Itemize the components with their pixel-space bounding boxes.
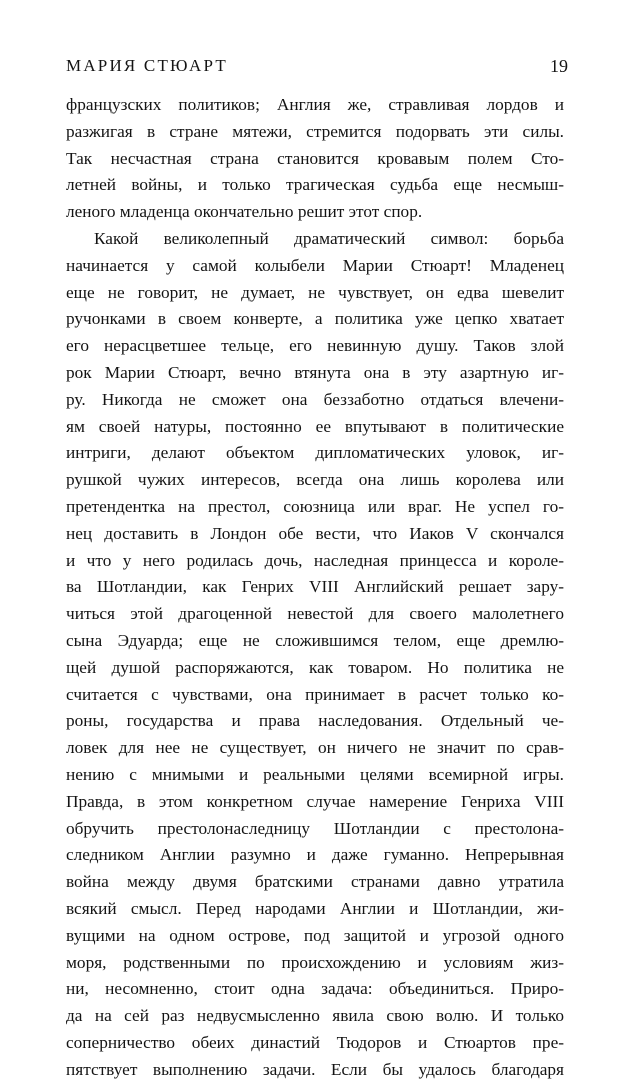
text-line: ям своей натуры, постоянно ее впутывают в политические bbox=[66, 416, 564, 436]
running-head bbox=[66, 54, 568, 78]
text-line: моря, родственными по происхождению и условиям жиз- bbox=[66, 952, 564, 972]
text-line: нец доставить в Лондон обе вести, что Иаков V скончался bbox=[66, 523, 564, 543]
text-line: щей душой распоряжаются, как товаром. Но политика не bbox=[66, 657, 564, 677]
text-line: всякий смысл. Перед народами Англии и Шотландии, жи- bbox=[66, 898, 564, 918]
text-line: его нерасцветшее тельце, его невинную душу. Таков злой bbox=[66, 336, 564, 356]
text-line: начинается у самой колыбели Марии Стюарт! Младенец bbox=[66, 255, 564, 275]
text-line: Так несчастная страна становится кровавым полем Сто- bbox=[66, 148, 564, 168]
text-line: нению с мнимыми и реальными целями всемирной игры. bbox=[66, 764, 564, 784]
text-line: французских политиков; Англия же, стравливая лордов и bbox=[66, 95, 564, 114]
text-line: разжигая в стране мятежи, стремится подорвать эти силы. bbox=[66, 121, 564, 141]
body-text bbox=[66, 92, 564, 1083]
text-line: ловек для нее не существует, он ничего не значит по срав- bbox=[66, 738, 564, 758]
text-line: обручить престолонаследницу Шотландии с престолона- bbox=[66, 818, 564, 838]
text-line: роны, государства и права наследования. Отдельный че- bbox=[66, 711, 564, 731]
text-line: читься этой драгоценной невестой для своего малолетнего bbox=[66, 604, 564, 624]
page-number: 19 bbox=[550, 56, 568, 76]
text-line: интриги, делают объектом дипломатических уловок, иг- bbox=[66, 443, 564, 463]
text-line: сына Эдуарда; еще не сложившимся телом, еще дремлю- bbox=[66, 630, 564, 650]
text-line: следником Англии разумно и даже гуманно. Непрерывная bbox=[66, 845, 564, 865]
text-line: Какой великолепный драматический символ: борьба bbox=[94, 228, 564, 248]
running-title: МАРИЯ СТЮАРТ bbox=[66, 56, 228, 75]
paragraph bbox=[66, 92, 564, 226]
text-line: ва Шотландии, как Генрих VIII Английский решает зару- bbox=[66, 577, 564, 597]
text-line: ни, несомненно, стоит одна задача: объединиться. Приро- bbox=[66, 979, 564, 999]
text-line: леного младенца окончательно решит этот спор. bbox=[66, 202, 423, 222]
text-line: считается с чувствами, она принимает в расчет только ко- bbox=[66, 684, 564, 704]
text-line: соперничество обеих династий Тюдоров и Стюартов пре- bbox=[66, 1032, 564, 1052]
text-line: да на сей раз недвусмысленно явила свою волю. И только bbox=[66, 1006, 564, 1026]
text-line: вущими на одном острове, под защитой и угрозой одного bbox=[66, 925, 564, 945]
text-line: ручонками в своем конверте, а политика уже цепко хватает bbox=[66, 309, 564, 329]
text-line: ру. Никогда не сможет она беззаботно отдаться влечени- bbox=[66, 389, 564, 409]
text-line: рушкой чужих интересов, всегда она лишь королева или bbox=[66, 470, 564, 490]
text-line: пятствует выполнению задачи. Если бы удалось благодаря bbox=[66, 1059, 564, 1079]
text-line: рок Марии Стюарт, вечно втянута она в эту азартную иг- bbox=[66, 362, 564, 382]
text-line: претендентка на престол, союзница или враг. Не успел го- bbox=[66, 496, 564, 516]
text-line: и что у него родилась дочь, наследная принцесса и короле- bbox=[66, 550, 564, 570]
text-line: Правда, в этом конкретном случае намерение Генриха VIII bbox=[66, 791, 564, 811]
text-line: еще не говорит, не думает, не чувствует, он едва шевелит bbox=[66, 282, 564, 302]
text-line: война между двумя братскими странами давно утратила bbox=[66, 872, 564, 892]
paragraph bbox=[66, 226, 564, 1083]
text-line: летней войны, и только трагическая судьба еще несмыш- bbox=[66, 175, 564, 195]
